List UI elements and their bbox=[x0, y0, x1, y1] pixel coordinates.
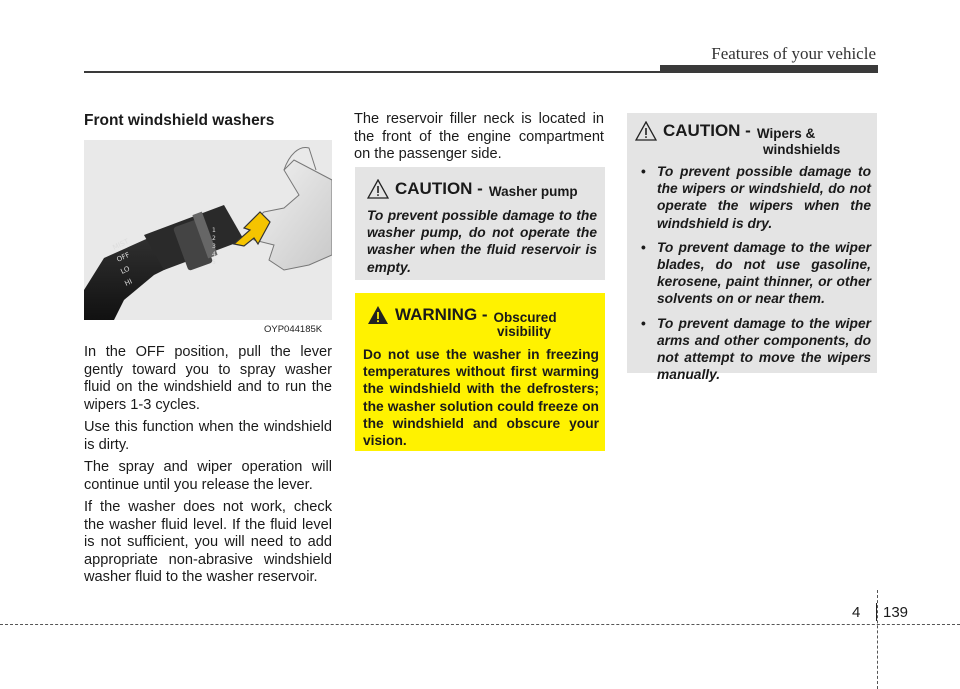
warning-subject-line1: Obscured bbox=[493, 310, 557, 325]
warning-heading bbox=[367, 305, 557, 325]
lever-label-lo: LO bbox=[119, 264, 132, 276]
lever-drawing bbox=[84, 140, 332, 320]
page-number: 139 bbox=[883, 604, 909, 621]
warning-text: Do not use the washer in freezing temperatures without first warming the windshield with the defrosters; the washer solution could freeze on the windshield and obscure your vision. bbox=[363, 347, 599, 449]
lever-label-off: OFF bbox=[115, 250, 132, 264]
paragraph-continue-until-release: The spray and wiper operation will continue until you release the lever. bbox=[84, 459, 332, 493]
caution-subject: Washer pump bbox=[488, 184, 578, 199]
footer-dashed-rule bbox=[0, 624, 960, 625]
column1-text bbox=[84, 344, 332, 592]
page-number-divider bbox=[876, 603, 877, 621]
list-item: • To prevent possible damage to the wipers or windshield, do not operate the wipers when the windshield is dry. bbox=[641, 164, 871, 231]
list-item: • To prevent damage to the wiper arms and other components, do not attempt to move the wipers manually. bbox=[641, 315, 871, 383]
lever-label-1: 1 bbox=[212, 227, 216, 234]
lever-label-2: 2 bbox=[212, 235, 216, 242]
caution-triangle-icon bbox=[367, 179, 389, 199]
header-tab-bar bbox=[660, 65, 878, 73]
chapter-number: 4 bbox=[852, 604, 861, 621]
lever-label-3: 3 bbox=[212, 243, 216, 250]
lever-label-4: 4 bbox=[212, 251, 216, 258]
header-rule bbox=[84, 71, 662, 73]
list-item: • To prevent damage to the wiper blades, do not use gasoline, kerosene, paint thinner, or other solvents on or near them. bbox=[641, 239, 871, 307]
lever-label-mist: MIST bbox=[111, 237, 131, 252]
caution-box-wipers-windshields bbox=[627, 113, 877, 383]
warning-subject-line2: visibility bbox=[497, 324, 552, 339]
warning-label: WARNING - bbox=[395, 305, 488, 324]
caution-wipers-triangle-icon bbox=[635, 121, 657, 141]
caution-wipers-heading bbox=[635, 121, 815, 141]
lever-label-hi: HI bbox=[123, 277, 134, 288]
caution-wipers-label: CAUTION - bbox=[663, 121, 751, 140]
paragraph-reservoir-location: The reservoir filler neck is located in the front of the engine compartment on the passenger side. bbox=[354, 111, 604, 162]
paragraph-off-position: In the OFF position, pull the lever gently toward you to spray washer fluid on the windshield and to run the wipers 1-3 cycles. bbox=[84, 344, 332, 413]
lever-label-5: 5 bbox=[212, 259, 216, 266]
figure-code: OYP044185K bbox=[264, 324, 323, 335]
caution-heading bbox=[367, 179, 578, 199]
caution-box-washer-pump bbox=[355, 167, 605, 280]
warning-triangle-icon bbox=[367, 305, 389, 325]
caution-wipers-bullets bbox=[631, 163, 871, 390]
caution-label: CAUTION - bbox=[395, 179, 483, 198]
warning-box-obscured-visibility bbox=[355, 293, 605, 451]
footer-dashed-vertical bbox=[877, 590, 878, 689]
header-title: Features of your vehicle bbox=[711, 44, 876, 63]
caution-wipers-subject-line2: windshields bbox=[763, 142, 841, 157]
section-heading: Front windshield washers bbox=[84, 112, 275, 129]
caution-washer-text: To prevent possible damage to the washer pump, do not operate the washer when the fluid reservoir is empty. bbox=[367, 208, 597, 275]
wiper-lever-illustration bbox=[84, 140, 332, 320]
column2-text bbox=[354, 111, 604, 169]
paragraph-use-when-dirty: Use this function when the windshield is dirty. bbox=[84, 419, 332, 453]
paragraph-check-fluid: If the washer does not work, check the washer fluid level. If the fluid level is not sufficient, you will need to add appropriate non-abrasive windshield washer fluid to the washer reservoir. bbox=[84, 499, 332, 585]
caution-wipers-subject-line1: Wipers & bbox=[756, 126, 816, 141]
